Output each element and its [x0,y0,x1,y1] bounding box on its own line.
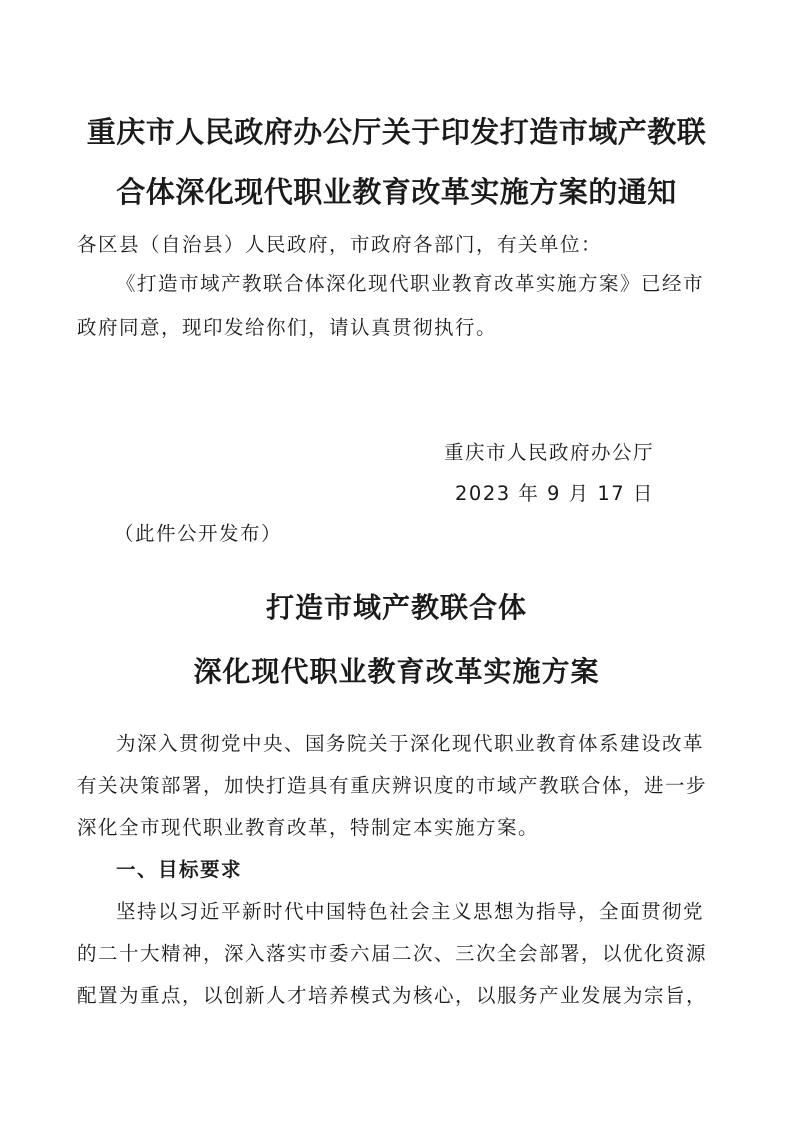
plan-title-line-2: 深化现代职业教育改革实施方案 [193,655,600,688]
notice-title-line-2: 合体深化现代职业教育改革实施方案的通知 [116,175,677,209]
notice-addressee: 各区县（自治县）人民政府，市政府各部门，有关单位： [77,233,603,256]
notice-body-line-2: 政府同意，现印发给你们，请认真贯彻执行。 [77,316,498,339]
section-1-line-2: 的二十大精神，深入落实市委六届二次、三次全会部署，以优化资源 [77,942,708,965]
section-1-line-3: 配置为重点，以创新人才培养模式为核心，以服务产业发展为宗旨， [77,984,708,1007]
notice-title-line-1: 重庆市人民政府办公厅关于印发打造市域产教联 [86,115,707,149]
publish-note: （此件公开发布） [114,522,283,545]
plan-intro-line-2: 有关决策部署，加快打造具有重庆辨识度的市域产教联合体，进一步 [77,774,708,797]
notice-signature: 重庆市人民政府办公厅 [444,441,655,464]
section-1-line-1: 坚持以习近平新时代中国特色社会主义思想为指导，全面贯彻党 [116,900,705,923]
plan-title-line-1: 打造市域产教联合体 [265,591,527,624]
plan-intro-line-1: 为深入贯彻党中央、国务院关于深化现代职业教育体系建设改革 [116,732,705,755]
plan-intro-line-3: 深化全市现代职业教育改革，特制定本实施方案。 [77,816,540,839]
section-1-heading: 一、目标要求 [116,858,243,881]
notice-body-line-1: 《打造市域产教联合体深化现代职业教育改革实施方案》已经市 [116,272,705,295]
notice-date: 2023 年 9 月 17 日 [455,482,654,505]
